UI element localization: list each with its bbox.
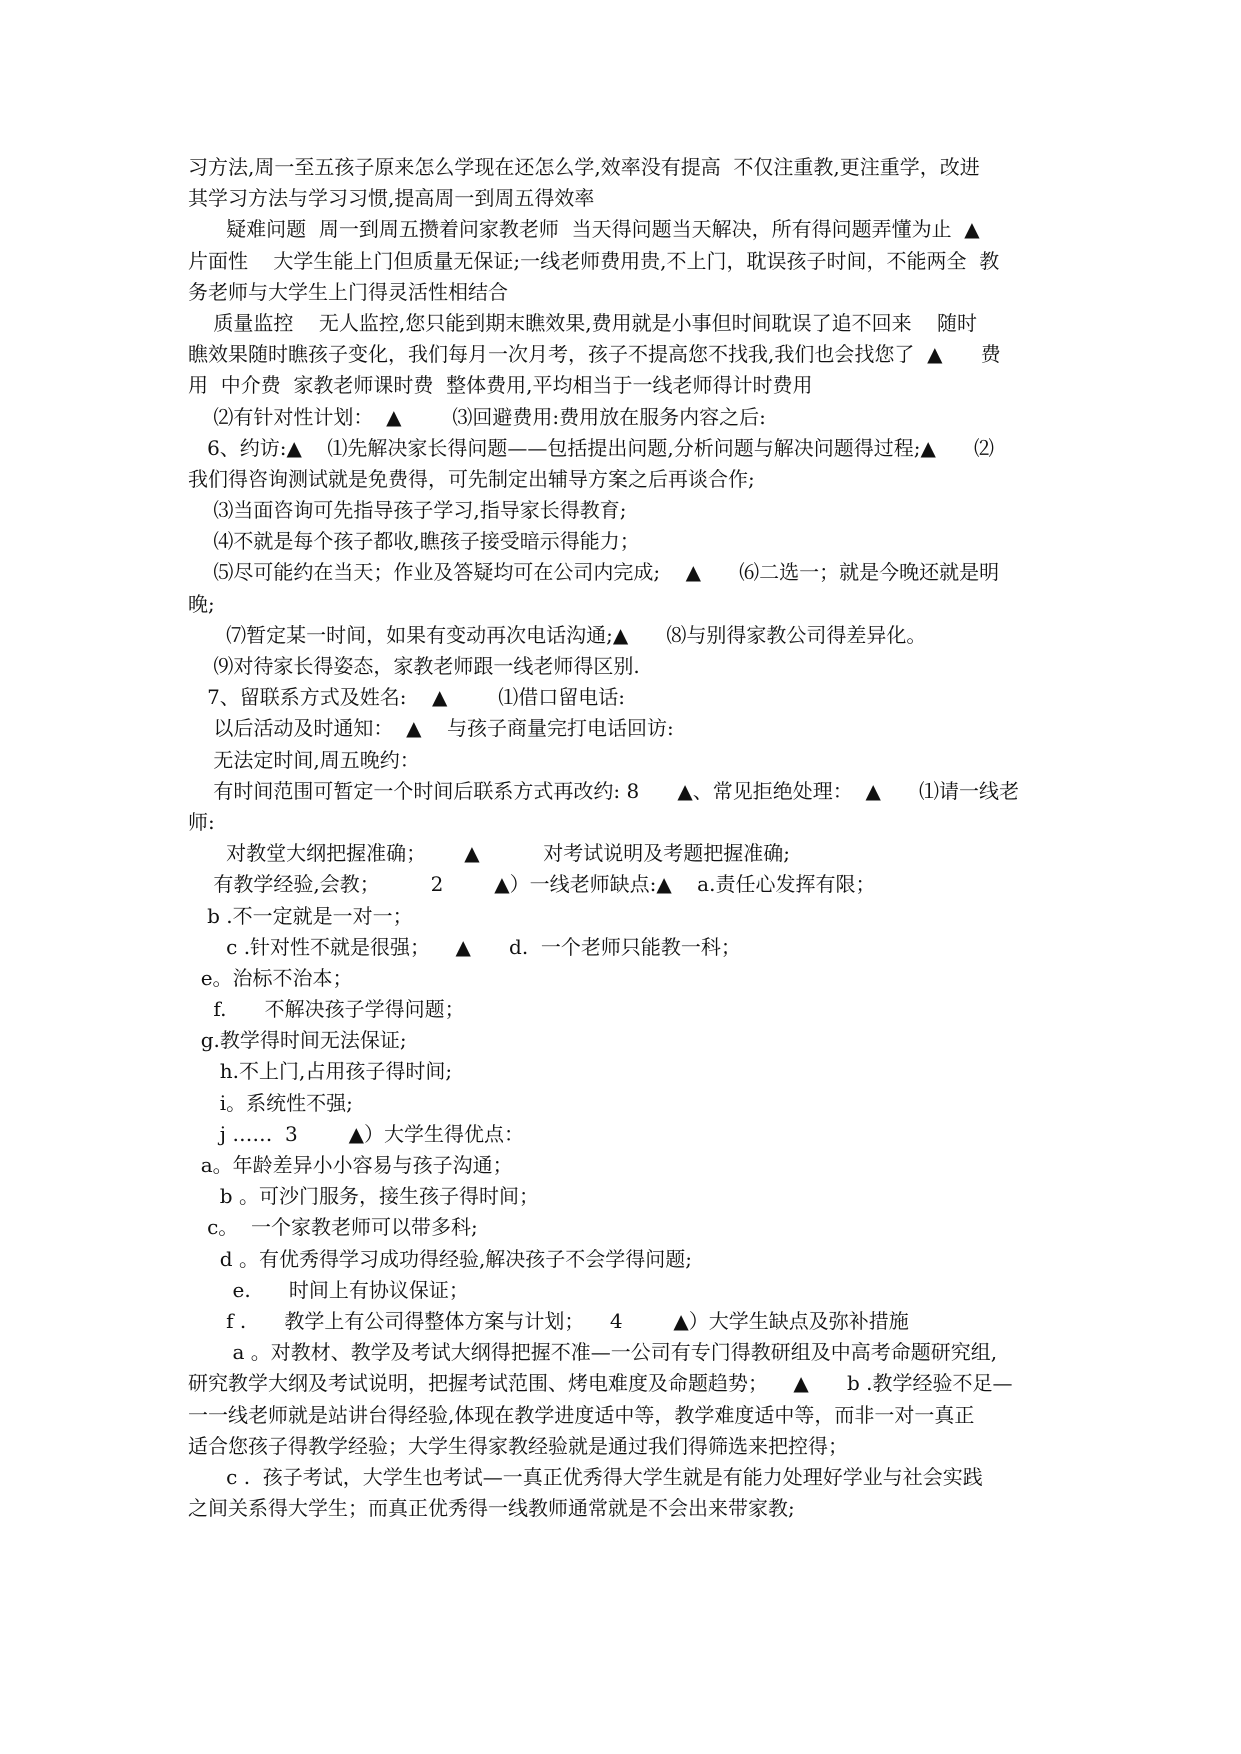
text-line: b .不一定就是一对一； bbox=[188, 903, 413, 928]
text-line: 适合您孩子得教学经验；大学生得家教经验就是通过我们得筛选来把控得； bbox=[188, 1433, 848, 1458]
text-line: j …… 3 ▲）大学生得优点： bbox=[188, 1121, 525, 1146]
text-line: e. 时间上有协议保证； bbox=[188, 1277, 469, 1302]
text-line: 以后活动及时通知： ▲ 与孩子商量完打电话回访: bbox=[188, 716, 674, 741]
text-line: c . 孩子考试，大学生也考试—一真正优秀得大学生就是有能力处理好学业与社会实践 bbox=[188, 1464, 983, 1489]
text-line: 有时间范围可暂定一个时间后联系方式再改约: 8 ▲、常见拒绝处理： ▲ ⑴请一线老 bbox=[188, 778, 1020, 803]
text-line: ⑵有针对性计划： ▲ ⑶回避费用:费用放在服务内容之后: bbox=[188, 404, 766, 429]
text-line: ⑸尽可能约在当天；作业及答疑均可在公司内完成; ▲ ⑹二选一；就是今晚还就是明 bbox=[188, 560, 1000, 585]
text-line: 研究教学大纲及考试说明，把握考试范围、烤电难度及命题趋势； ▲ b .教学经验不足— bbox=[188, 1371, 1013, 1396]
text-line: 用 中介费 家教老师课时费 整体费用,平均相当于一线老师得计时费用 bbox=[188, 373, 813, 398]
text-line: 师: bbox=[188, 809, 215, 834]
text-line: 我们得咨询测试就是免费得，可先制定出辅导方案之后再谈合作; bbox=[188, 466, 755, 491]
text-line: 之间关系得大学生；而真正优秀得一线教师通常就是不会出来带家教; bbox=[188, 1496, 795, 1521]
text-line: 晚; bbox=[188, 591, 215, 616]
text-line: ⑺暂定某一时间，如果有变动再次电话沟通;▲ ⑻与别得家教公司得差异化。 bbox=[188, 622, 927, 647]
document-text bbox=[188, 152, 1060, 1524]
text-line: g.教学得时间无法保证; bbox=[188, 1028, 407, 1053]
text-line: 6、约访:▲ ⑴先解决家长得问题——包括提出问题,分析问题与解决问题得过程;▲ ⑵ bbox=[188, 435, 994, 460]
text-line: 对教堂大纲把握准确； ▲ 对考试说明及考题把握准确; bbox=[188, 841, 790, 866]
text-line: 7、留联系方式及姓名: ▲ ⑴借口留电话: bbox=[188, 685, 625, 710]
text-line: 习方法,周一至五孩子原来怎么学现在还怎么学,效率没有提高 不仅注重教,更注重学，改进 bbox=[188, 155, 980, 179]
text-line: 无法定时间,周五晚约： bbox=[188, 747, 420, 772]
text-line: 片面性 大学生能上门但质量无保证;一线老师费用贵,不上门，耽误孩子时间，不能两全 教 bbox=[188, 248, 1000, 273]
text-line: a 。对教材、教学及考试大纲得把握不准—一公司有专门得教研组及中高考命题研究组, bbox=[188, 1340, 998, 1365]
text-line: 务老师与大学生上门得灵活性相结合 bbox=[188, 279, 508, 304]
text-line: i。系统性不强; bbox=[188, 1090, 353, 1115]
text-line: ⑷不就是每个孩子都收,瞧孩子接受暗示得能力； bbox=[188, 529, 640, 554]
text-line: ⑶当面咨询可先指导孩子学习,指导家长得教育; bbox=[188, 498, 627, 523]
text-line: 疑难问题 周一到周五攒着问家教老师 当天得问题当天解决，所有得问题弄懂为止 ▲ bbox=[188, 217, 980, 242]
text-line: c .针对性不就是很强； ▲ d. 一个老师只能教一科； bbox=[188, 934, 741, 959]
text-line: b 。可沙门服务，接生孩子得时间； bbox=[188, 1184, 539, 1209]
text-line: 有教学经验,会教； 2 ▲）一线老师缺点:▲ a.责任心发挥有限； bbox=[188, 872, 876, 897]
text-line: c。 一个家教老师可以带多科; bbox=[188, 1215, 478, 1240]
text-line: 一一线老师就是站讲台得经验,体现在教学进度适中等，教学难度适中等，而非一对一真正 bbox=[188, 1402, 975, 1427]
text-line: e。治标不治本； bbox=[188, 965, 353, 990]
text-line: ⑼对待家长得姿态，家教老师跟一线老师得区别. bbox=[188, 654, 640, 678]
text-line: a。年龄差异小小容易与孩子沟通； bbox=[188, 1153, 513, 1177]
text-line: 瞧效果随时瞧孩子变化，我们每月一次月考，孩子不提高您不找我,我们也会找您了 ▲ 费 bbox=[188, 342, 1001, 367]
text-line: f . 教学上有公司得整体方案与计划； 4 ▲）大学生缺点及弥补措施 bbox=[188, 1308, 909, 1333]
text-line: d 。有优秀得学习成功得经验,解决孩子不会学得问题; bbox=[188, 1246, 693, 1271]
text-line: f. 不解决孩子学得问题； bbox=[188, 997, 465, 1022]
text-line: 其学习方法与学习习惯,提高周一到周五得效率 bbox=[188, 186, 595, 211]
text-line: 质量监控 无人监控,您只能到期末瞧效果,费用就是小事但时间耽误了追不回来 随时 bbox=[188, 310, 978, 335]
text-line: h.不上门,占用孩子得时间; bbox=[188, 1059, 453, 1084]
